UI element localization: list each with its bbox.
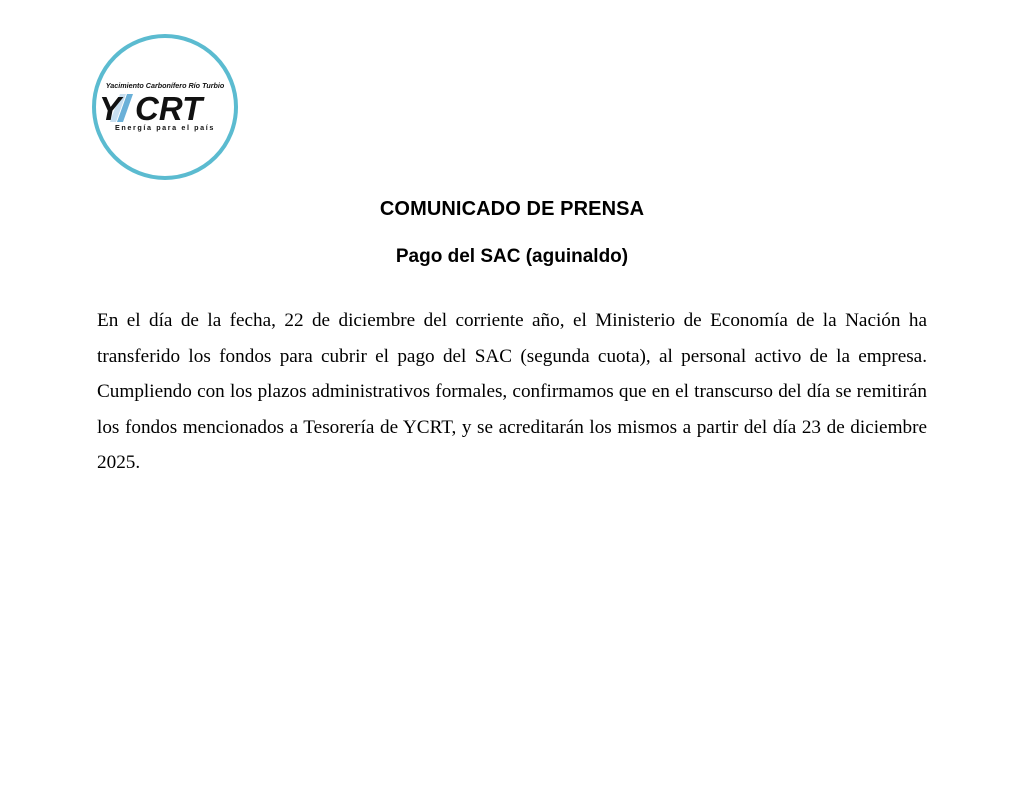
document-body: En el día de la fecha, 22 de diciembre del corriente año, el Ministerio de Economía de la Nación ha transferido los fondos para cubrir el pago del SAC (segunda cuota), al personal activo de la empresa. Cumpliendo con los plazos administrativos formales, confirmamos que en el transcurso del día se remitirán los fondos mencionados a Tesorería de YCRT, y se acreditarán los mismos a partir del día 23 de diciembre 2025. bbox=[97, 310, 927, 474]
ycrt-logo-graphic bbox=[90, 32, 240, 182]
logo-brand-y: Y bbox=[99, 90, 122, 127]
logo-top-text: Yacimiento Carbonífero Río Turbio bbox=[105, 81, 225, 90]
document-title: COMUNICADO DE PRENSA bbox=[379, 198, 645, 220]
logo-brand-rest: CRT bbox=[135, 90, 203, 127]
ycrt-logo bbox=[90, 32, 240, 182]
document-subtitle: Pago del SAC (aguinaldo) bbox=[395, 246, 629, 267]
logo-tagline: Energía para el país bbox=[115, 123, 215, 132]
